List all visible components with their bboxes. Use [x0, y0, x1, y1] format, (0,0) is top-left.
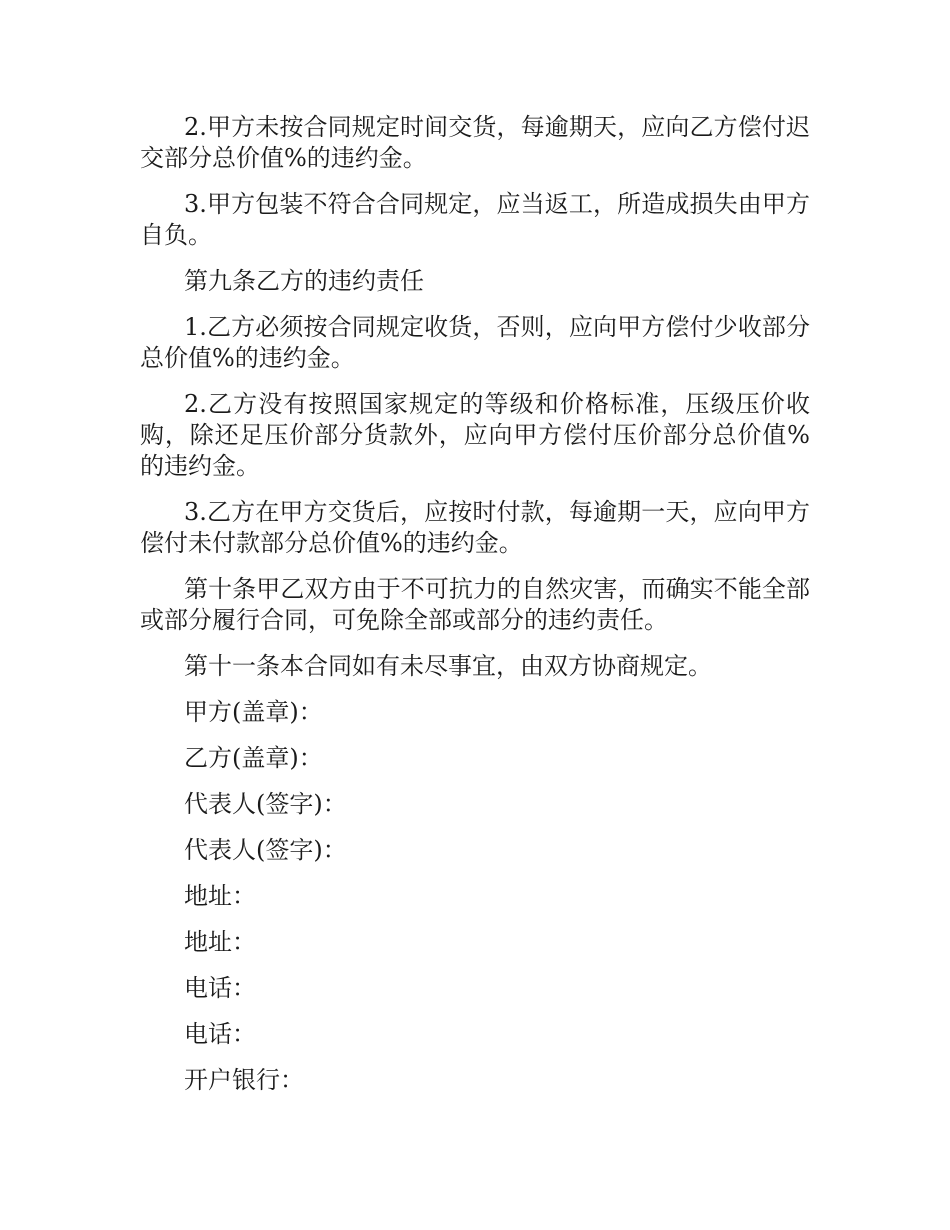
party-b-representative-field: 代表人(签字)： [184, 836, 347, 864]
party-a-address-field: 地址： [184, 882, 256, 910]
party-b-seal-field: 乙方(盖章)： [184, 744, 323, 772]
clause-paragraph: 3.乙方在甲方交货后，应按时付款，每逾期一天，应向甲方偿付未付款部分总价值%的违约金。 [140, 498, 810, 557]
party-b-phone-field: 电话： [184, 1020, 256, 1048]
bank-account-field: 开户银行： [184, 1066, 304, 1094]
party-a-seal-field: 甲方(盖章)： [184, 698, 323, 726]
article-heading: 第九条乙方的违约责任 [184, 267, 424, 295]
party-a-representative-field: 代表人(签字)： [184, 790, 347, 818]
clause-paragraph: 2.乙方没有按照国家规定的等级和价格标准，压级压价收购，除还足压价部分货款外，应向甲方偿付压价部分总价值%的违约金。 [140, 390, 810, 480]
clause-paragraph: 2.甲方未按合同规定时间交货，每逾期天，应向乙方偿付迟交部分总价值%的违约金。 [140, 113, 810, 172]
article-paragraph: 第十一条本合同如有未尽事宜，由双方协商规定。 [184, 652, 712, 680]
clause-paragraph: 3.甲方包装不符合合同规定，应当返工，所造成损失由甲方自负。 [140, 190, 810, 249]
party-a-phone-field: 电话： [184, 974, 256, 1002]
article-paragraph: 第十条甲乙双方由于不可抗力的自然灾害，而确实不能全部或部分履行合同，可免除全部或部分的违约责任。 [140, 575, 810, 634]
clause-paragraph: 1.乙方必须按合同规定收货，否则，应向甲方偿付少收部分总价值%的违约金。 [140, 313, 810, 372]
party-b-address-field: 地址： [184, 928, 256, 956]
